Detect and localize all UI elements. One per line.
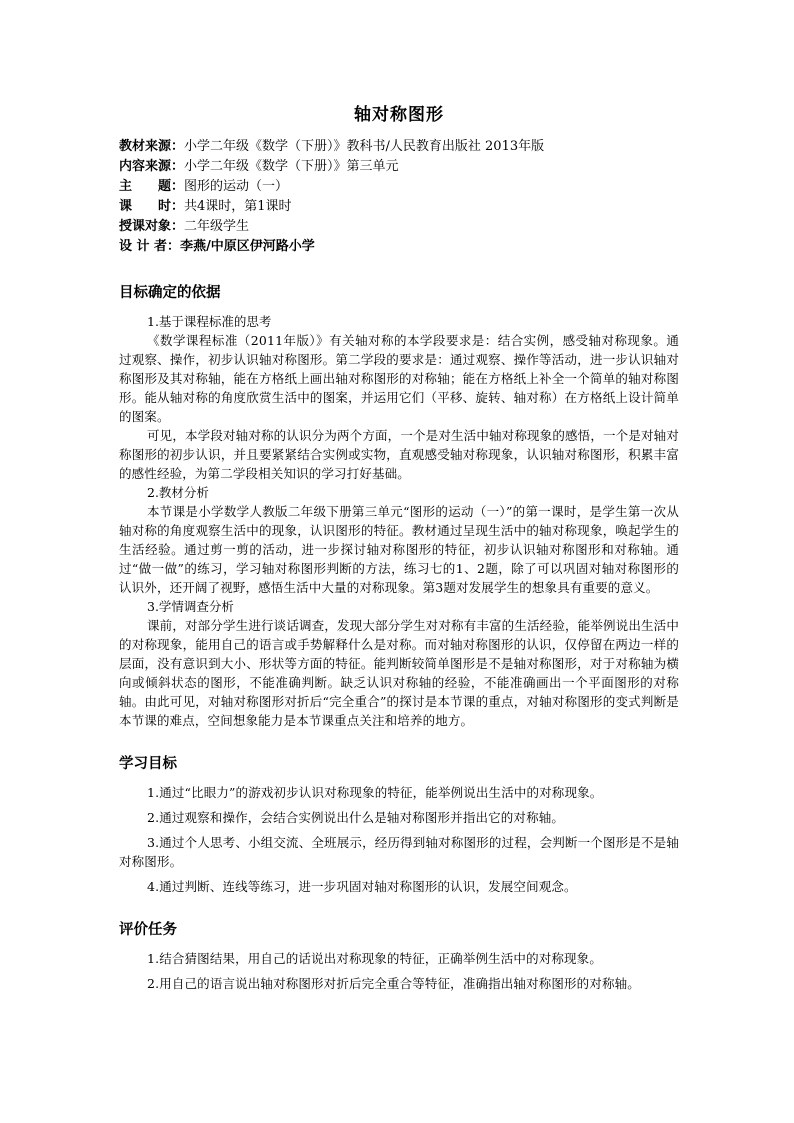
objective-item: 3.通过个人思考、小组交流、全班展示，经历得到轴对称图形的过程，会判断一个图形是不是轴对称图形。 xyxy=(119,835,679,869)
document-title: 轴对称图形 xyxy=(354,105,444,125)
assessment-item: 2.用自己的语言说出轴对称图形对折后完全重合等特征，准确指出轴对称图形的对称轴。 xyxy=(147,976,640,991)
meta-label: 授课对象： xyxy=(119,219,185,234)
meta-label: 内容来源： xyxy=(119,159,185,174)
meta-value: 小学二年级《数学（下册）》教科书/人民教育出版社 2013年版 xyxy=(184,139,545,154)
subheading-curriculum: 1.基于课程标准的思考 xyxy=(147,314,272,329)
paragraph: 可见，本学段对轴对称的认识分为两个方面，一个是对生活中轴对称现象的感悟，一个是对轴对称图形的初步认识，并且要紧紧结合实例或实物，直观感受轴对称现象，认识轴对称图形，积累丰富的感性经验，为第二学段相关知识的学习打好基础。 xyxy=(119,428,679,481)
meta-row-source xyxy=(119,137,679,157)
paragraph: 《数学课程标准（2011年版）》有关轴对称的本学段要求是：结合实例，感受轴对称现象。通过观察、操作，初步认识轴对称图形。第二学段的要求是：通过观察、操作等活动，进一步认识轴对称图形及其对称轴，能在方格纸上画出轴对称图形的对称轴；能在方格纸上补全一个简单的轴对称图形。能从轴对称的角度欣赏生活中的图案，并运用它们（平移、旋转、轴对称）在方格纸上设计简单的图案。 xyxy=(119,333,679,424)
meta-row-designer xyxy=(119,237,679,257)
meta-row-topic xyxy=(119,177,679,197)
section-heading-basis: 目标确定的依据 xyxy=(119,285,221,301)
meta-row-audience xyxy=(119,217,679,237)
section-heading-assessment: 评价任务 xyxy=(119,922,177,938)
meta-row-content xyxy=(119,157,679,177)
meta-value: 二年级学生 xyxy=(184,219,250,234)
paragraph: 课前，对部分学生进行谈话调查，发现大部分学生对对称有丰富的生活经验，能举例说出生活中的对称现象，能用自己的语言或手势解释什么是对称。而对轴对称图形的认识，仅停留在两边一样的层面，没有意识到大小、形状等方面的特征。能判断较简单图形是不是轴对称图形，对于对称轴为横向或倾斜状态的图形，不能准确判断。缺乏认识对称轴的经验，不能准确画出一个平面图形的对称轴。由此可见，对轴对称图形对折后“完全重合”的探讨是本节课的重点，对轴对称图形的变式判断是本节课的难点，空间想象能力是本节课重点关注和培养的地方。 xyxy=(119,618,679,728)
section-heading-objectives: 学习目标 xyxy=(119,756,177,772)
meta-row-period xyxy=(119,197,679,217)
meta-value: 李燕/中原区伊河路小学 xyxy=(180,239,315,254)
objective-item: 1.通过“比眼力”的游戏初步认识对称现象的特征，能举例说出生活中的对称现象。 xyxy=(147,785,603,800)
meta-label: 课 时： xyxy=(119,199,185,214)
meta-value: 小学二年级《数学（下册）》第三单元 xyxy=(184,159,399,174)
meta-value: 共4课时，第1课时 xyxy=(184,199,292,214)
paragraph: 本节课是小学数学人教版二年级下册第三单元“图形的运动（一）”的第一课时，是学生第一次从轴对称的角度观察生活中的现象，认识图形的特征。教材通过呈现生活中的轴对称现象，唤起学生的生活经验。通过剪一剪的活动，进一步探讨轴对称图形的特征，初步认识轴对称图形和对称轴。通过“做一做”的练习，学习轴对称图形判断的方法，练习七的1、2题，除了可以巩固对轴对称图形的认识外，还开阔了视野，感悟生活中大量的对称现象。第3题对发展学生的想象具有重要的意义。 xyxy=(119,504,679,595)
meta-label: 设 计 者： xyxy=(119,239,181,254)
assessment-item: 1.结合猜图结果，用自己的话说出对称现象的特征，正确举例生活中的对称现象。 xyxy=(147,951,602,966)
subheading-learner-analysis: 3.学情调查分析 xyxy=(147,599,234,614)
meta-block xyxy=(119,137,679,257)
document-page xyxy=(119,100,679,999)
subheading-textbook: 2.教材分析 xyxy=(147,485,209,500)
meta-label: 主 题： xyxy=(119,179,185,194)
objective-item: 2.通过观察和操作，会结合实例说出什么是轴对称图形并指出它的对称轴。 xyxy=(147,810,565,825)
objective-item: 4.通过判断、连线等练习，进一步巩固对轴对称图形的认识，发展空间观念。 xyxy=(147,879,577,894)
meta-label: 教材来源： xyxy=(119,139,185,154)
meta-value: 图形的运动（一） xyxy=(184,179,289,194)
